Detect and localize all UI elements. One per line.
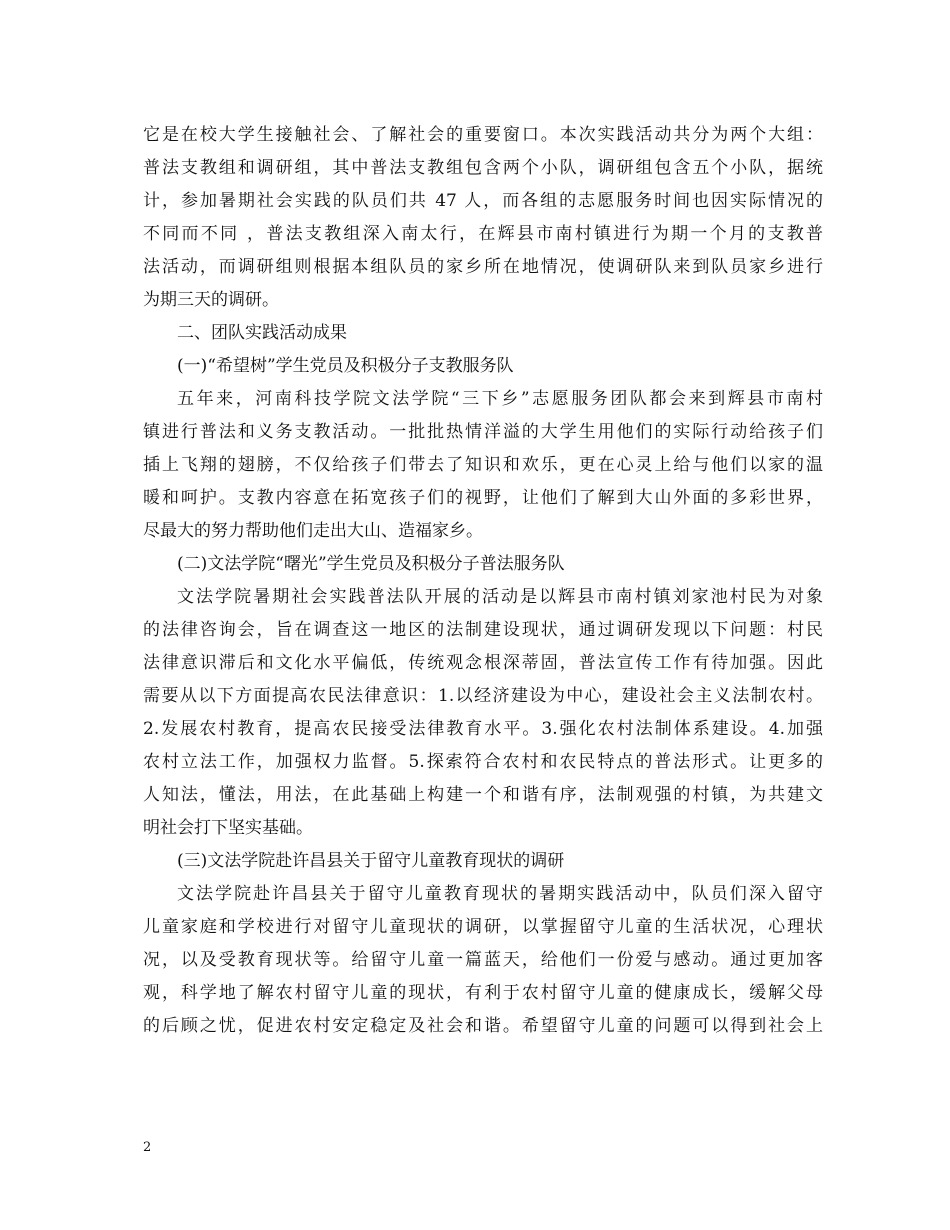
paragraph-line: 2.发展农村教育，提高农民接受法律教育水平。3.强化农村法制体系建设。4.加强 — [143, 719, 823, 739]
section-heading: 二、团队实践活动成果 — [177, 323, 347, 343]
paragraph-line: 尽最大的努力帮助他们走出大山、造福家乡。 — [143, 521, 483, 541]
subsection-heading: (一)“希望树”学生党员及积极分子支教服务队 — [177, 356, 514, 376]
body-text — [143, 119, 823, 1043]
paragraph-line: 法律意识滞后和文化水平偏低，传统观念根深蒂固，普法宣传工作有待加强。因此 — [143, 653, 823, 673]
paragraph-line: 况，以及受教育现状等。给留守儿童一篇蓝天，给他们一份爱与感动。通过更加客 — [143, 950, 823, 970]
paragraph-line: 五年来，河南科技学院文法学院“三下乡”志愿服务团队都会来到辉县市南村 — [177, 389, 823, 409]
paragraph-line: 的后顾之忧，促进农村安定稳定及社会和谐。希望留守儿童的问题可以得到社会上 — [143, 1016, 823, 1036]
paragraph-line: 不同而不同 ，普法支教组深入南太行，在辉县市南村镇进行为期一个月的支教普 — [143, 224, 823, 244]
paragraph-line: 的法律咨询会，旨在调查这一地区的法制建设现状，通过调研发现以下问题：村民 — [143, 620, 823, 640]
paragraph-line: 农村立法工作，加强权力监督。5.探索符合农村和农民特点的普法形式。让更多的 — [143, 752, 823, 772]
paragraph-line: 计，参加暑期社会实践的队员们共 47 人，而各组的志愿服务时间也因实际情况的 — [143, 191, 823, 211]
paragraph-line: 文法学院赴许昌县关于留守儿童教育现状的暑期实践活动中，队员们深入留守 — [177, 884, 823, 904]
paragraph-line: 儿童家庭和学校进行对留守儿童现状的调研，以掌握留守儿童的生活状况，心理状 — [143, 917, 823, 937]
paragraph-line: 普法支教组和调研组，其中普法支教组包含两个小队，调研组包含五个小队，据统 — [143, 158, 823, 178]
page-number: 2 — [143, 1140, 152, 1155]
subsection-heading: (三)文法学院赴许昌县关于留守儿童教育现状的调研 — [177, 851, 565, 871]
paragraph-line: 需要从以下方面提高农民法律意识：1.以经济建设为中心，建设社会主义法制农村。 — [143, 686, 823, 706]
paragraph-line: 为期三天的调研。 — [143, 290, 279, 310]
paragraph-line: 明社会打下坚实基础。 — [143, 818, 313, 838]
paragraph-line: 文法学院暑期社会实践普法队开展的活动是以辉县市南村镇刘家池村民为对象 — [177, 587, 823, 607]
paragraph-line: 观，科学地了解农村留守儿童的现状，有利于农村留守儿童的健康成长，缓解父母 — [143, 983, 823, 1003]
paragraph-line: 插上飞翔的翅膀，不仅给孩子们带去了知识和欢乐，更在心灵上给与他们以家的温 — [143, 455, 823, 475]
subsection-heading: (二)文法学院“曙光”学生党员及积极分子普法服务队 — [177, 554, 565, 574]
paragraph-line: 它是在校大学生接触社会、了解社会的重要窗口。本次实践活动共分为两个大组： — [143, 125, 823, 145]
paragraph-line: 法活动，而调研组则根据本组队员的家乡所在地情况，使调研队来到队员家乡进行 — [143, 257, 823, 277]
paragraph-line: 人知法，懂法，用法，在此基础上构建一个和谐有序，法制观强的村镇，为共建文 — [143, 785, 823, 805]
paragraph-line: 暖和呵护。支教内容意在拓宽孩子们的视野，让他们了解到大山外面的多彩世界， — [143, 488, 823, 508]
paragraph-line: 镇进行普法和义务支教活动。一批批热情洋溢的大学生用他们的实际行动给孩子们 — [143, 422, 823, 442]
